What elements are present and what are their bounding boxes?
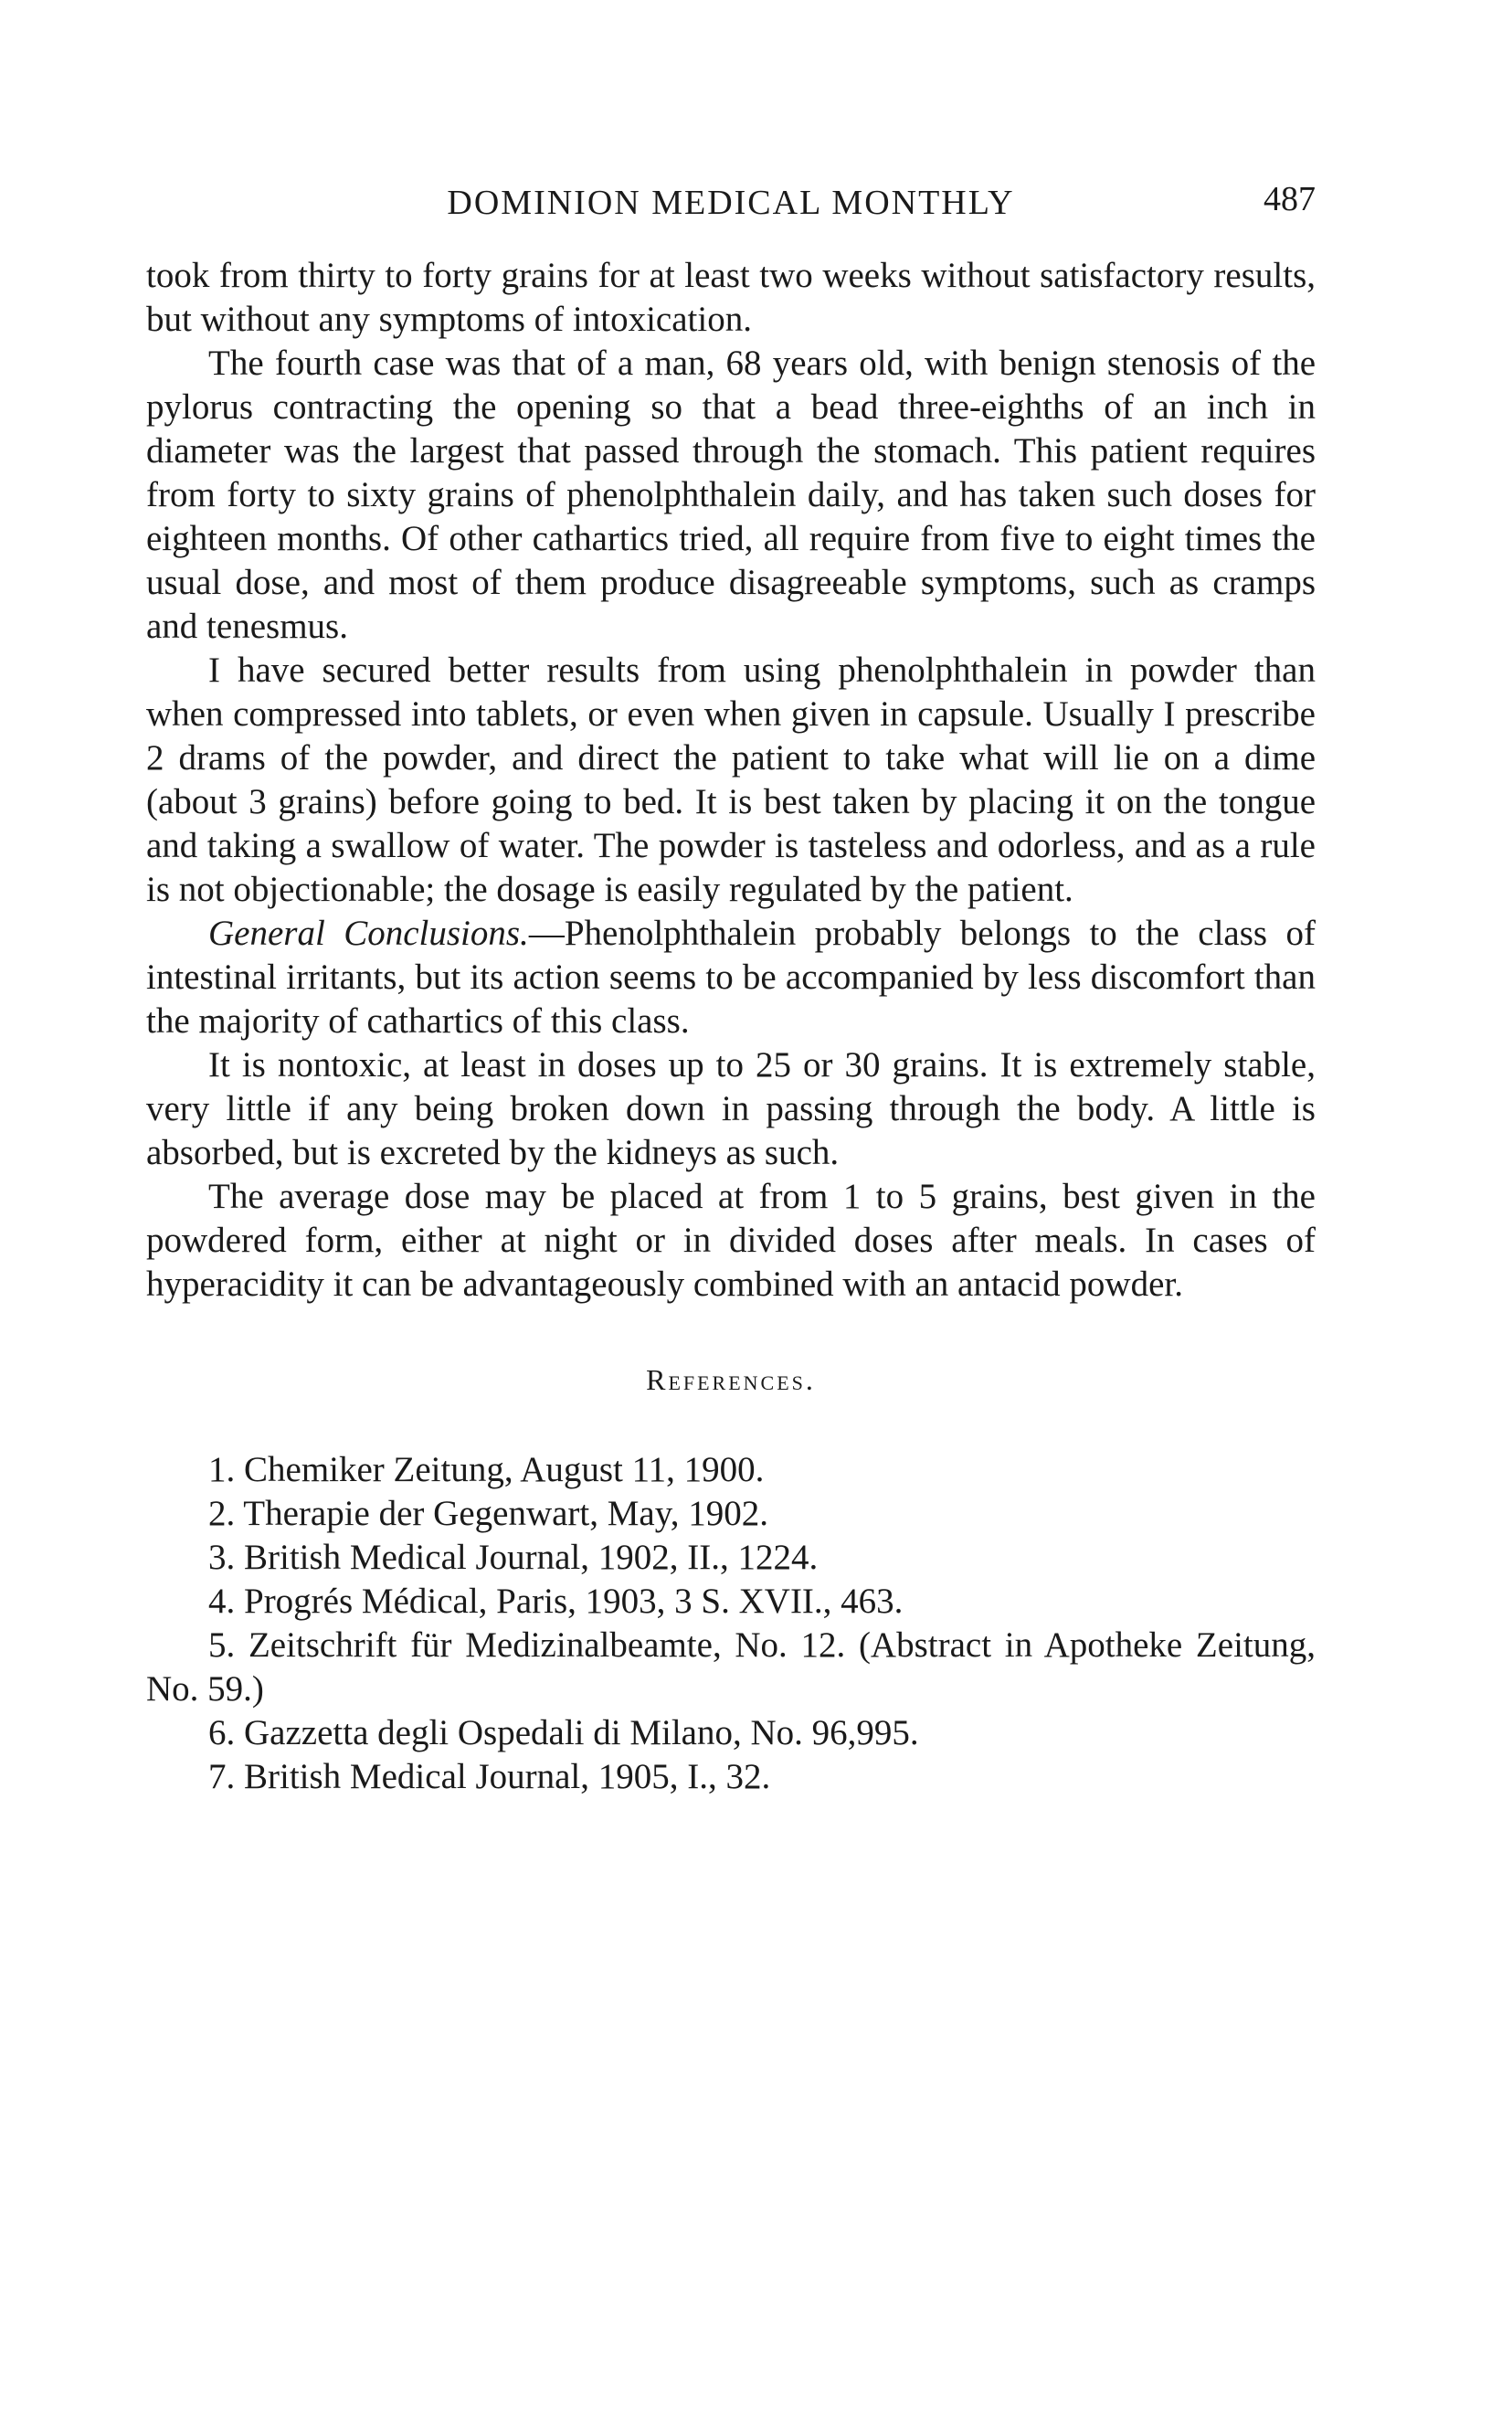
reference-item: 6. Gazzetta degli Ospedali di Milano, No. 96,995. xyxy=(208,1713,919,1752)
article-body xyxy=(146,254,1316,1307)
page-number: 487 xyxy=(1264,180,1316,218)
paragraph: It is nontoxic, at least in doses up to 25 or 30 grains. It is extremely stable, very little if any being broken down in passing through the body. A little is absorbed, but is excreted by the kidneys as such. xyxy=(146,1045,1316,1172)
conclusions-paragraph xyxy=(146,912,1316,1043)
paragraph: The fourth case was that of a man, 68 years old, with benign stenosis of the pylorus contracting the opening so that a bead three-eighths of an inch in diameter was the largest that passed through the stomach. This patient requires from forty to sixty grains of phenolphthalein daily, and has taken such doses for eighteen months. Of other cathartics tried, all require from five to eight times the usual dose, and most of them produce disagreeable symptoms, such as cramps and tenesmus. xyxy=(146,344,1316,646)
references-heading: References. xyxy=(646,1363,816,1396)
reference-item: 1. Chemiker Zeitung, August 11, 1900. xyxy=(208,1450,765,1489)
paragraph: The average dose may be placed at from 1 to 5 grains, best given in the powdered form, either at night or in divided doses after meals. In cases of hyperacidity it can be advantageously combined with an antacid powder. xyxy=(146,1177,1316,1304)
paragraph: I have secured better results from using phenolphthalein in powder than when compressed into tablets, or even when given in capsule. Usually I prescribe 2 drams of the powder, and direct the patient to take what will lie on a dime (about 3 grains) before going to bed. It is best taken by placing it on the tongue and taking a swallow of water. The powder is tasteless and odorless, and as a rule is not objectionable; the dosage is easily regulated by the patient. xyxy=(146,651,1316,909)
conclusions-label: General Conclusions. xyxy=(208,914,529,953)
document-page xyxy=(146,174,1316,1799)
paragraph: took from thirty to forty grains for at least two weeks without satisfactory results, but without any symptoms of intoxication. xyxy=(146,256,1316,339)
reference-item: 2. Therapie der Gegenwart, May, 1902. xyxy=(208,1494,768,1533)
conclusions-text: —Phenolphthalein probably belongs to the class of intestinal irritants, but its action seems to be accompanied by less discomfort than the majority of cathartics of this class. xyxy=(146,914,1316,1041)
reference-item: 4. Progrés Médical, Paris, 1903, 3 S. XVII., 463. xyxy=(208,1582,904,1621)
running-head xyxy=(146,174,1316,228)
reference-item: 5. Zeitschrift für Medizinalbeamte, No. 12. (Abstract in Apotheke Zeitung, No. 59.) xyxy=(146,1625,1316,1709)
references-list xyxy=(146,1448,1316,1799)
journal-title: DOMINION MEDICAL MONTHLY xyxy=(447,184,1015,222)
reference-item: 3. British Medical Journal, 1902, II., 1224. xyxy=(208,1538,819,1577)
reference-item: 7. British Medical Journal, 1905, I., 32. xyxy=(208,1757,771,1796)
